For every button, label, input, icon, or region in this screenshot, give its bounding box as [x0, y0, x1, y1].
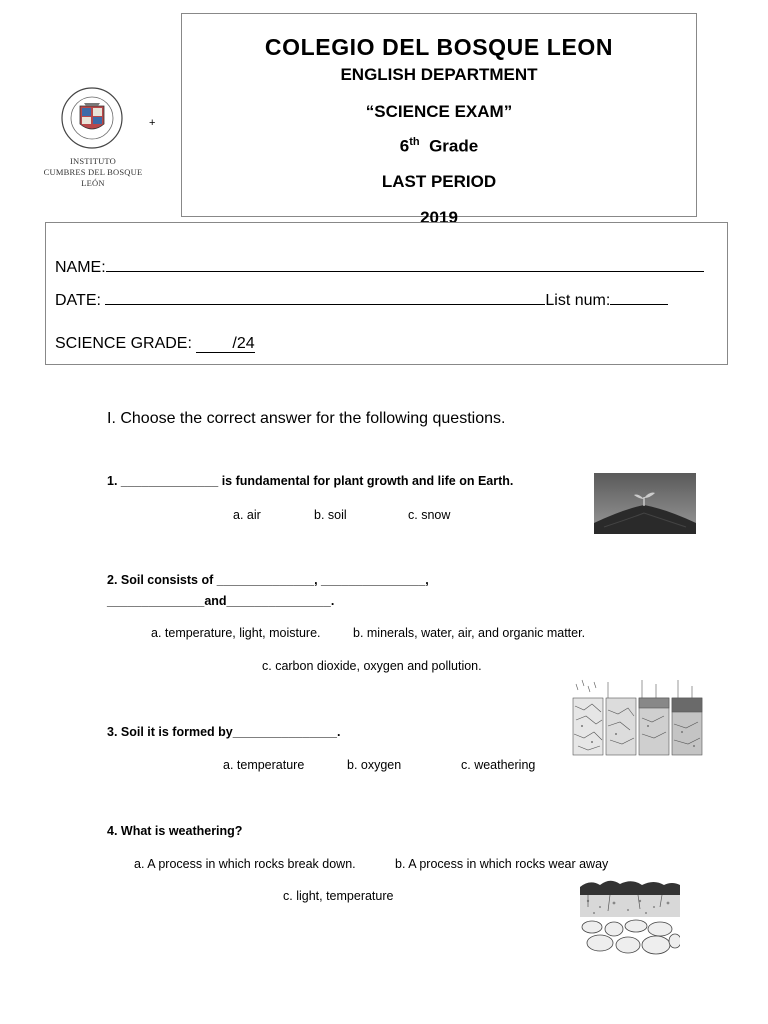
date-field[interactable]: [105, 289, 545, 305]
grade-level: [182, 136, 696, 157]
grade-word: Grade: [429, 136, 479, 156]
question-1-option-a[interactable]: a. air: [233, 508, 261, 522]
question-3-option-c[interactable]: c. weathering: [461, 758, 536, 772]
question-1-option-b[interactable]: b. soil: [314, 508, 347, 522]
grade-suffix: th: [409, 136, 420, 148]
name-row: [55, 256, 704, 277]
plant-in-soil-image: [594, 473, 696, 534]
logo-name-line3: LEÓN: [81, 178, 105, 188]
grade-number: 6: [399, 136, 410, 156]
school-seal-icon: [60, 86, 124, 150]
question-2-option-a[interactable]: a. temperature, light, moisture.: [151, 626, 321, 640]
school-name: COLEGIO DEL BOSQUE LEON: [264, 34, 614, 60]
question-2-option-c[interactable]: c. carbon dioxide, oxygen and pollution.: [262, 659, 482, 673]
science-grade-total: /24: [232, 335, 255, 352]
soil-profile-image: [580, 877, 680, 960]
section-instruction: I. Choose the correct answer for the following questions.: [107, 410, 506, 427]
list-num-label: List num:: [545, 292, 611, 309]
logo-name-line2: CUMBRES DEL BOSQUE: [43, 167, 143, 177]
question-1-option-c[interactable]: c. snow: [408, 508, 451, 522]
name-field[interactable]: [106, 256, 704, 272]
science-grade-row: [55, 335, 255, 353]
question-3-option-b[interactable]: b. oxygen: [347, 758, 402, 772]
date-row: [55, 289, 668, 310]
school-logo: [38, 86, 148, 196]
question-3-option-a[interactable]: a. temperature: [223, 758, 305, 772]
list-num-field[interactable]: [610, 289, 668, 305]
question-2-line-1: 2. Soil consists of ______________, _______________,: [107, 573, 429, 587]
question-4-option-b[interactable]: b. A process in which rocks wear away: [395, 857, 609, 871]
date-label: DATE:: [55, 292, 101, 309]
exam-year: 2019: [420, 208, 458, 227]
name-label: NAME:: [55, 259, 106, 276]
student-info-box: [45, 222, 728, 365]
science-grade-field[interactable]: [196, 335, 254, 353]
question-4-option-c[interactable]: c. light, temperature: [283, 889, 394, 903]
question-4-option-a[interactable]: a. A process in which rocks break down.: [134, 857, 356, 871]
science-grade-label: SCIENCE GRADE:: [55, 335, 192, 352]
plus-sign: +: [149, 117, 156, 129]
exam-header: [181, 13, 697, 227]
exam-title: “SCIENCE EXAM”: [365, 102, 513, 121]
question-4: 4. What is weathering?: [107, 824, 243, 838]
question-1: 1. ______________ is fundamental for plant growth and life on Earth.: [107, 474, 514, 488]
department-name: ENGLISH DEPARTMENT: [340, 65, 538, 84]
question-3: 3. Soil it is formed by_______________.: [107, 725, 341, 739]
logo-name-line1: INSTITUTO: [69, 156, 117, 166]
question-2-option-b[interactable]: b. minerals, water, air, and organic matter.: [353, 626, 586, 640]
soil-formation-stages-image: [572, 676, 705, 756]
question-2-line-2: ______________and_______________.: [107, 594, 335, 608]
exam-period: LAST PERIOD: [381, 172, 497, 191]
